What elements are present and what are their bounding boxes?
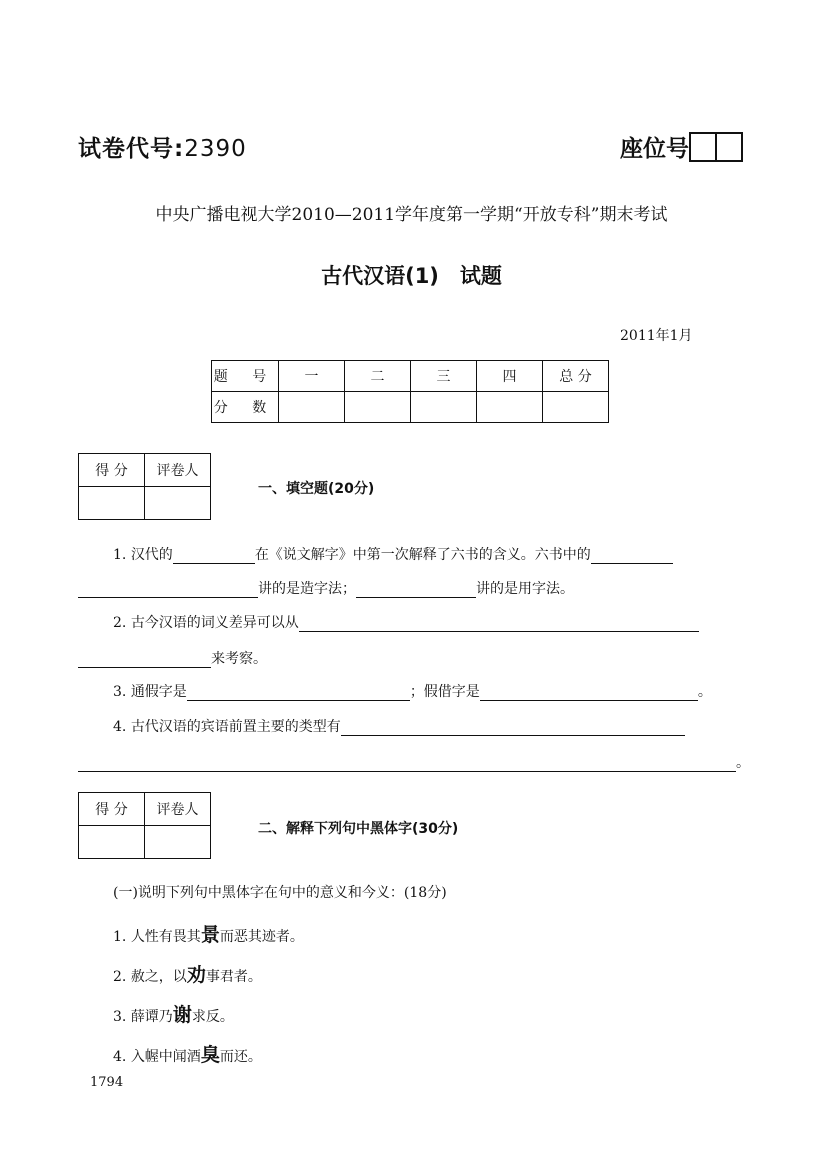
bold-term: 劝 — [186, 964, 206, 986]
score-entry-cell[interactable] — [345, 392, 411, 423]
answer-blank[interactable] — [78, 756, 736, 772]
answer-blank[interactable] — [341, 720, 685, 736]
section-1-title: 一、填空题(20分) — [258, 481, 375, 497]
grader-table-score-label: 得 分 — [79, 793, 145, 826]
answer-blank[interactable] — [78, 652, 211, 668]
seat-number — [620, 130, 743, 163]
exam-date: 2011年1月 — [620, 328, 693, 344]
section-2-title: 二、解释下列句中黑体字(30分) — [258, 821, 459, 837]
score-table-score-row — [212, 392, 609, 423]
grader-table-grader-label: 评卷人 — [145, 454, 211, 487]
grader-table-score-label: 得 分 — [79, 454, 145, 487]
subject-title: 古代汉语(1) 试题 — [321, 264, 502, 288]
question-1-line-1: 1. 汉代的 在《说文解字》中第一次解释了六书的含义。六书中的 — [113, 544, 673, 564]
score-table-header-row — [212, 361, 609, 392]
seat-box[interactable] — [715, 132, 743, 162]
answer-blank[interactable] — [78, 582, 258, 598]
score-entry-cell[interactable] — [477, 392, 543, 423]
grader-name-cell[interactable] — [145, 826, 211, 859]
answer-blank[interactable] — [187, 685, 410, 701]
score-table-cell: 四 — [477, 361, 543, 392]
answer-blank[interactable] — [591, 548, 673, 564]
score-table-cell: 二 — [345, 361, 411, 392]
section-2-subheading: (一)说明下列句中黑体字在句中的意义和今义：(18分) — [113, 885, 447, 901]
question-3: 3. 通假字是 ；假借字是 。 — [113, 684, 712, 700]
answer-blank[interactable] — [356, 582, 476, 598]
list-item: 2. 赦之，以劝事君者。 — [113, 964, 262, 986]
grader-table — [78, 453, 211, 520]
seat-box[interactable] — [689, 132, 715, 162]
question-4-line-1: 4. 古代汉语的宾语前置主要的类型有 — [113, 716, 685, 736]
question-1-line-2: 讲的是造字法； 讲的是用字法。 — [78, 578, 574, 598]
question-4-line-2: 。 — [78, 752, 750, 772]
score-entry-cell[interactable] — [411, 392, 477, 423]
score-table-cell: 一 — [279, 361, 345, 392]
list-item: 1. 人性有畏其景而恶其迹者。 — [113, 924, 304, 946]
exam-code-value: 2390 — [184, 136, 247, 162]
score-table-cell: 三 — [411, 361, 477, 392]
exam-code-label: 试卷代号: — [78, 136, 185, 162]
score-table-cell: 分 数 — [212, 392, 279, 423]
answer-blank[interactable] — [173, 548, 255, 564]
bold-term: 臭 — [200, 1044, 220, 1066]
grader-score-cell[interactable] — [79, 826, 145, 859]
question-2-line-2: 来考察。 — [78, 648, 267, 668]
bold-term: 谢 — [172, 1004, 192, 1026]
grader-table — [78, 792, 211, 859]
score-table-cell: 题 号 — [212, 361, 279, 392]
seat-number-label: 座位号 — [620, 136, 689, 162]
score-entry-cell[interactable] — [279, 392, 345, 423]
list-item: 4. 入幄中闻酒臭而还。 — [113, 1044, 262, 1066]
answer-blank[interactable] — [299, 616, 699, 632]
question-2-line-1: 2. 古今汉语的词义差异可以从 — [113, 612, 699, 632]
grader-name-cell[interactable] — [145, 487, 211, 520]
score-table — [211, 360, 609, 423]
page-number: 1794 — [90, 1075, 124, 1090]
score-table-cell: 总 分 — [543, 361, 609, 392]
answer-blank[interactable] — [480, 685, 698, 701]
score-entry-cell[interactable] — [543, 392, 609, 423]
grader-score-cell[interactable] — [79, 487, 145, 520]
grader-table-grader-label: 评卷人 — [145, 793, 211, 826]
list-item: 3. 薛谭乃谢求反。 — [113, 1004, 234, 1026]
bold-term: 景 — [200, 924, 220, 946]
exam-code — [78, 130, 247, 163]
exam-title: 中央广播电视大学2010—2011学年度第一学期“开放专科”期末考试 — [155, 205, 668, 225]
